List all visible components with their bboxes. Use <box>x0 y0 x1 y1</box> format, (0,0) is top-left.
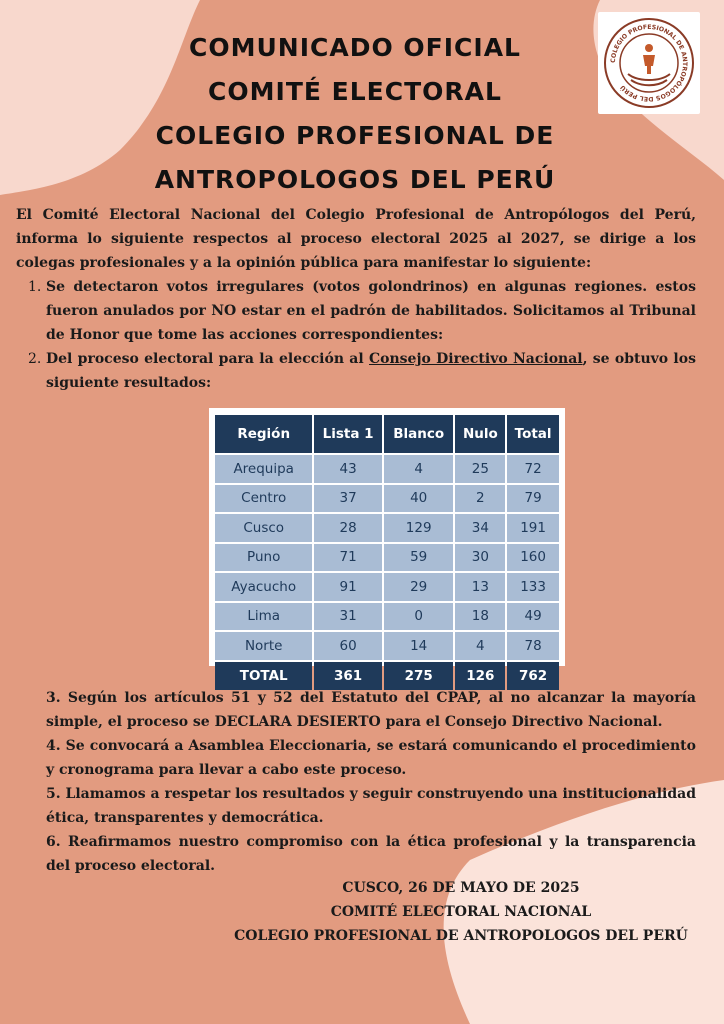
table-header-row <box>215 415 559 453</box>
table-cell: 129 <box>384 514 454 542</box>
col-header: Blanco <box>384 415 454 453</box>
point-paragraph: 5. Llamamos a respetar los resultados y seguir construyendo una institucionalidad ética, transparentes y democrática. <box>46 786 696 826</box>
col-header: Total <box>507 415 559 453</box>
table-cell: 14 <box>384 632 454 660</box>
list-item <box>16 347 696 395</box>
table-row <box>215 514 559 542</box>
list-item-text: Del proceso electoral para la elección al <box>46 351 369 367</box>
table-cell: Norte <box>215 632 312 660</box>
table-row <box>215 632 559 660</box>
table-cell: 43 <box>314 455 381 483</box>
table-cell: 49 <box>507 603 559 631</box>
list-item-text: Se detectaron votos irregulares (votos golondrinos) en algunas regiones. estos fueron anulados por NO estar en el padrón de habilitados. Solicitamos al Tribunal de Honor que tome las acciones correspondientes: <box>46 279 696 343</box>
table-cell: 4 <box>384 455 454 483</box>
table-cell: 2 <box>455 485 505 513</box>
title-line: COMUNICADO OFICIAL <box>189 33 521 62</box>
table-cell: 18 <box>455 603 505 631</box>
point-paragraph: 3. Según los artículos 51 y 52 del Estatuto del CPAP, al no alcanzar la mayoría simple, el proceso se DECLARA DESIERTO para el Consejo Directivo Nacional. <box>46 690 696 730</box>
table-cell: Arequipa <box>215 455 312 483</box>
table-cell: 59 <box>384 544 454 572</box>
table-cell: 0 <box>384 603 454 631</box>
results-table-card <box>209 408 565 684</box>
table-cell: Puno <box>215 544 312 572</box>
col-header: Nulo <box>455 415 505 453</box>
signature-line: COMITÉ ELECTORAL NACIONAL <box>330 904 592 920</box>
table-cell: Cusco <box>215 514 312 542</box>
point-paragraph: 4. Se convocará a Asamblea Eleccionaria, se estará comunicando el procedimiento y cronograma para llevar a cabo este proceso. <box>46 738 696 778</box>
table-cell: 91 <box>314 573 381 601</box>
table-cell: 60 <box>314 632 381 660</box>
title-line: ANTROPOLOGOS DEL PERÚ <box>154 165 556 194</box>
list-number: 1. <box>28 279 42 295</box>
total-cell: TOTAL <box>215 662 312 690</box>
table-cell: 160 <box>507 544 559 572</box>
list-item <box>16 275 696 347</box>
table-cell: 4 <box>455 632 505 660</box>
seal-icon <box>598 12 700 114</box>
table-cell: Lima <box>215 603 312 631</box>
table-cell: 79 <box>507 485 559 513</box>
intro-paragraph: El Comité Electoral Nacional del Colegio Profesional de Antropólogos del Perú, informa lo siguiente respectos al proceso electoral 2025 al 2027, se dirige a los colegas profesionales y a la opinión pública para manifestar lo siguiente: <box>16 207 696 271</box>
col-header: Región <box>215 415 312 453</box>
total-cell: 361 <box>314 662 381 690</box>
table-cell: 28 <box>314 514 381 542</box>
table-cell: 34 <box>455 514 505 542</box>
total-cell: 126 <box>455 662 505 690</box>
numbered-list <box>16 275 696 395</box>
title-line: COMITÉ ELECTORAL <box>208 77 502 106</box>
table-row <box>215 485 559 513</box>
table-cell: 13 <box>455 573 505 601</box>
table-cell: 133 <box>507 573 559 601</box>
total-cell: 275 <box>384 662 454 690</box>
table-cell: Ayacucho <box>215 573 312 601</box>
col-header: Lista 1 <box>314 415 381 453</box>
signature-line: COLEGIO PROFESIONAL DE ANTROPOLOGOS DEL PERÚ <box>234 928 688 944</box>
consejo-directivo-link-text: Consejo Directivo Nacional <box>369 351 583 367</box>
table-row <box>215 573 559 601</box>
title-line: COLEGIO PROFESIONAL DE <box>155 121 555 150</box>
total-cell: 762 <box>507 662 559 690</box>
table-cell: 40 <box>384 485 454 513</box>
signature-line: CUSCO, 26 DE MAYO DE 2025 <box>342 880 580 896</box>
table-cell: 29 <box>384 573 454 601</box>
cpap-seal-logo <box>598 12 700 114</box>
table-cell: 191 <box>507 514 559 542</box>
table-cell: 72 <box>507 455 559 483</box>
results-table <box>213 413 561 692</box>
table-cell: 25 <box>455 455 505 483</box>
table-cell: 31 <box>314 603 381 631</box>
table-cell: 71 <box>314 544 381 572</box>
closing-points <box>46 686 696 878</box>
seal-ring-text: COLEGIO PROFESIONAL DE ANTROPÓLOGOS DEL PERÚ <box>609 23 689 103</box>
table-row <box>215 603 559 631</box>
table-row <box>215 544 559 572</box>
table-cell: Centro <box>215 485 312 513</box>
list-number: 2. <box>28 351 42 367</box>
table-cell: 37 <box>314 485 381 513</box>
page-title <box>120 26 590 202</box>
point-paragraph: 6. Reafirmamos nuestro compromiso con la ética profesional y la transparencia del proceso electoral. <box>46 834 696 874</box>
table-row <box>215 455 559 483</box>
table-cell: 30 <box>455 544 505 572</box>
table-cell: 78 <box>507 632 559 660</box>
signature-block <box>230 876 692 948</box>
list-item-text: , se obtuvo los siguiente resultados: <box>46 351 696 391</box>
